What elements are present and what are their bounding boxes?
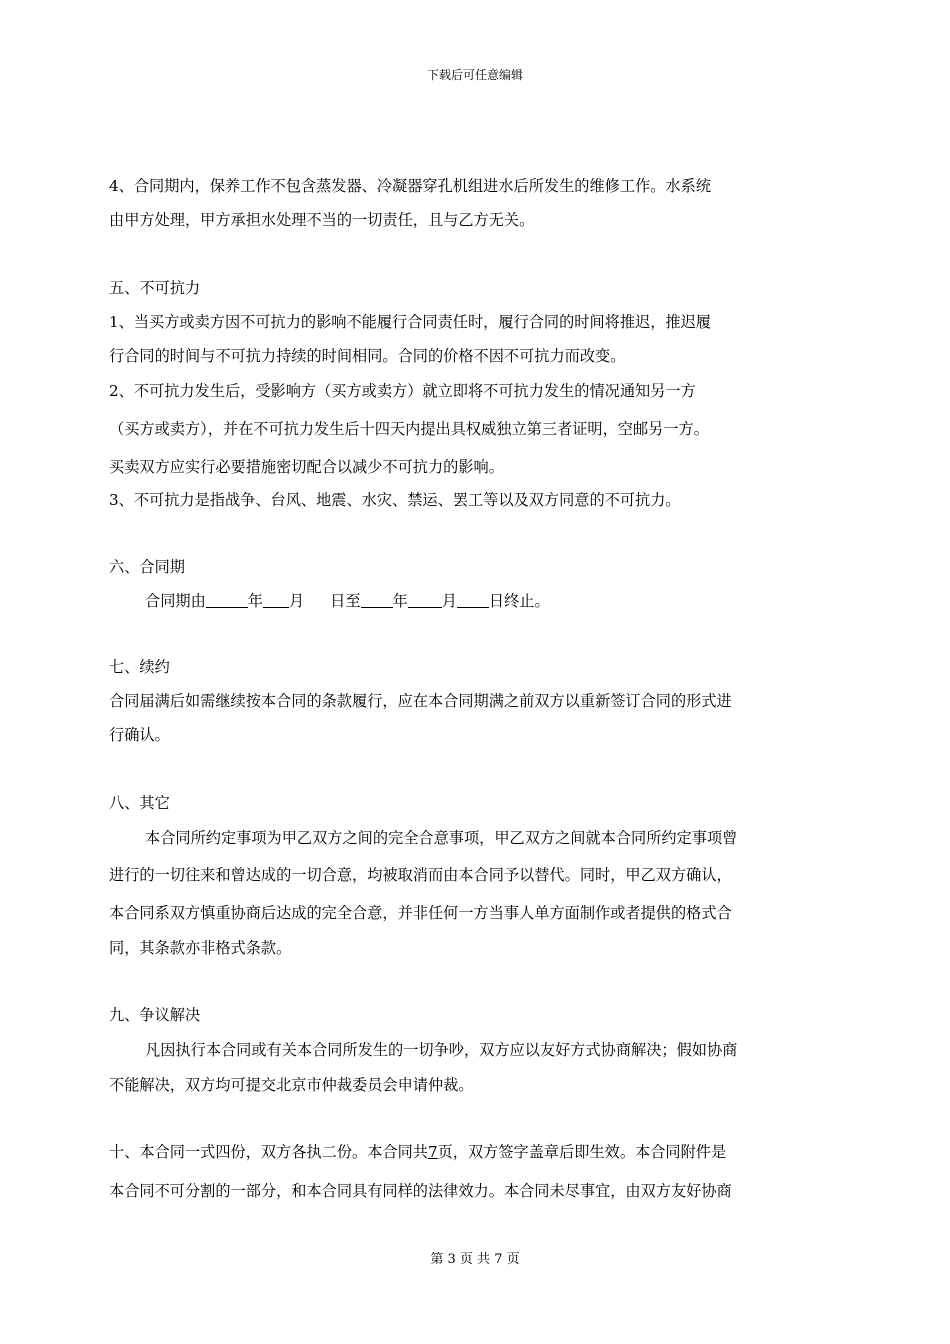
section-7-line: 行确认。 bbox=[109, 726, 170, 744]
start-year-blank[interactable] bbox=[206, 591, 248, 608]
total-pages-value: 7 bbox=[427, 1143, 438, 1161]
section-8-line: 本合同系双方慎重协商后达成的完全合意，并非任何一方当事人单方面制作或者提供的格式合 bbox=[109, 904, 732, 922]
clause-4-line-1: 4、合同期内，保养工作不包含蒸发器、冷凝器穿孔机组进水后所发生的维修工作。水系统 bbox=[109, 177, 711, 195]
section-8-title: 八、其它 bbox=[109, 794, 170, 812]
section-6-title: 六、合同期 bbox=[109, 558, 185, 576]
period-text-year-2: 年 bbox=[392, 592, 408, 610]
period-text-month-2: 月 bbox=[441, 592, 457, 610]
period-text-month: 月 bbox=[288, 592, 305, 610]
section-5-title: 五、不可抗力 bbox=[109, 279, 201, 297]
contract-period-line bbox=[145, 591, 550, 611]
clause-4-line-2: 由甲方处理，甲方承担水处理不当的一切责任，且与乙方无关。 bbox=[109, 211, 535, 229]
section-5-line: 行合同的时间与不可抗力持续的时间相同。合同的价格不因不可抗力而改变。 bbox=[109, 347, 626, 365]
section-9-line: 不能解决，双方均可提交北京市仲裁委员会申请仲裁。 bbox=[109, 1076, 474, 1094]
section-5-line: 3、不可抗力是指战争、台风、地震、水灾、禁运、罢工等以及双方同意的不可抗力。 bbox=[109, 491, 681, 509]
end-day-blank[interactable] bbox=[457, 591, 489, 608]
section-8-line: 同，其条款亦非格式条款。 bbox=[109, 939, 292, 957]
end-month-blank[interactable] bbox=[408, 591, 442, 608]
start-month-blank[interactable] bbox=[263, 591, 289, 608]
section-9-line: 凡因执行本合同或有关本合同所发生的一切争吵，双方应以友好方式协商解决；假如协商 bbox=[145, 1041, 738, 1059]
section-9-title: 九、争议解决 bbox=[109, 1006, 201, 1024]
section-10-text-c: 页，双方签字盖章后即生效。本合同附件是 bbox=[437, 1143, 727, 1161]
section-10-text-a: 十、本合同一式四份，双方各执二份。本合同共 bbox=[109, 1143, 428, 1161]
section-10-line-2: 本合同不可分割的一部分，和本合同具有同样的法律效力。本合同未尽事宜，由双方友好协商 bbox=[109, 1182, 732, 1200]
section-8-line: 进行的一切往来和曾达成的一切合意，均被取消而由本合同予以替代。同时，甲乙双方确认， bbox=[109, 866, 732, 884]
period-text-from: 合同期由 bbox=[145, 592, 206, 610]
section-5-line: 买卖双方应实行必要措施密切配合以减少不可抗力的影响。 bbox=[109, 458, 504, 476]
period-text-to: 日至 bbox=[330, 592, 361, 610]
section-10-line-1 bbox=[109, 1142, 726, 1162]
period-text-end: 日终止。 bbox=[488, 592, 550, 610]
section-7-title: 七、续约 bbox=[109, 658, 170, 676]
section-7-line: 合同届满后如需继续按本合同的条款履行，应在本合同期满之前双方以重新签订合同的形式进 bbox=[109, 692, 732, 710]
period-text-year: 年 bbox=[247, 592, 263, 610]
section-5-line: 2、不可抗力发生后，受影响方（买方或卖方）就立即将不可抗力发生的情况通知另一方 bbox=[109, 382, 696, 400]
section-8-line: 本合同所约定事项为甲乙双方之间的完全合意事项，甲乙双方之间就本合同所约定事项曾 bbox=[145, 829, 738, 847]
section-5-line: （买方或卖方），并在不可抗力发生后十四天内提出具权威独立第三者证明，空邮另一方。 bbox=[109, 420, 709, 438]
section-5-line: 1、当买方或卖方因不可抗力的影响不能履行合同责任时，履行合同的时间将推迟，推迟履 bbox=[109, 313, 711, 331]
end-year-blank[interactable] bbox=[361, 591, 393, 608]
page-header: 下载后可任意编辑 bbox=[426, 68, 523, 82]
page-footer: 第 3 页 共 7 页 bbox=[430, 1252, 520, 1267]
